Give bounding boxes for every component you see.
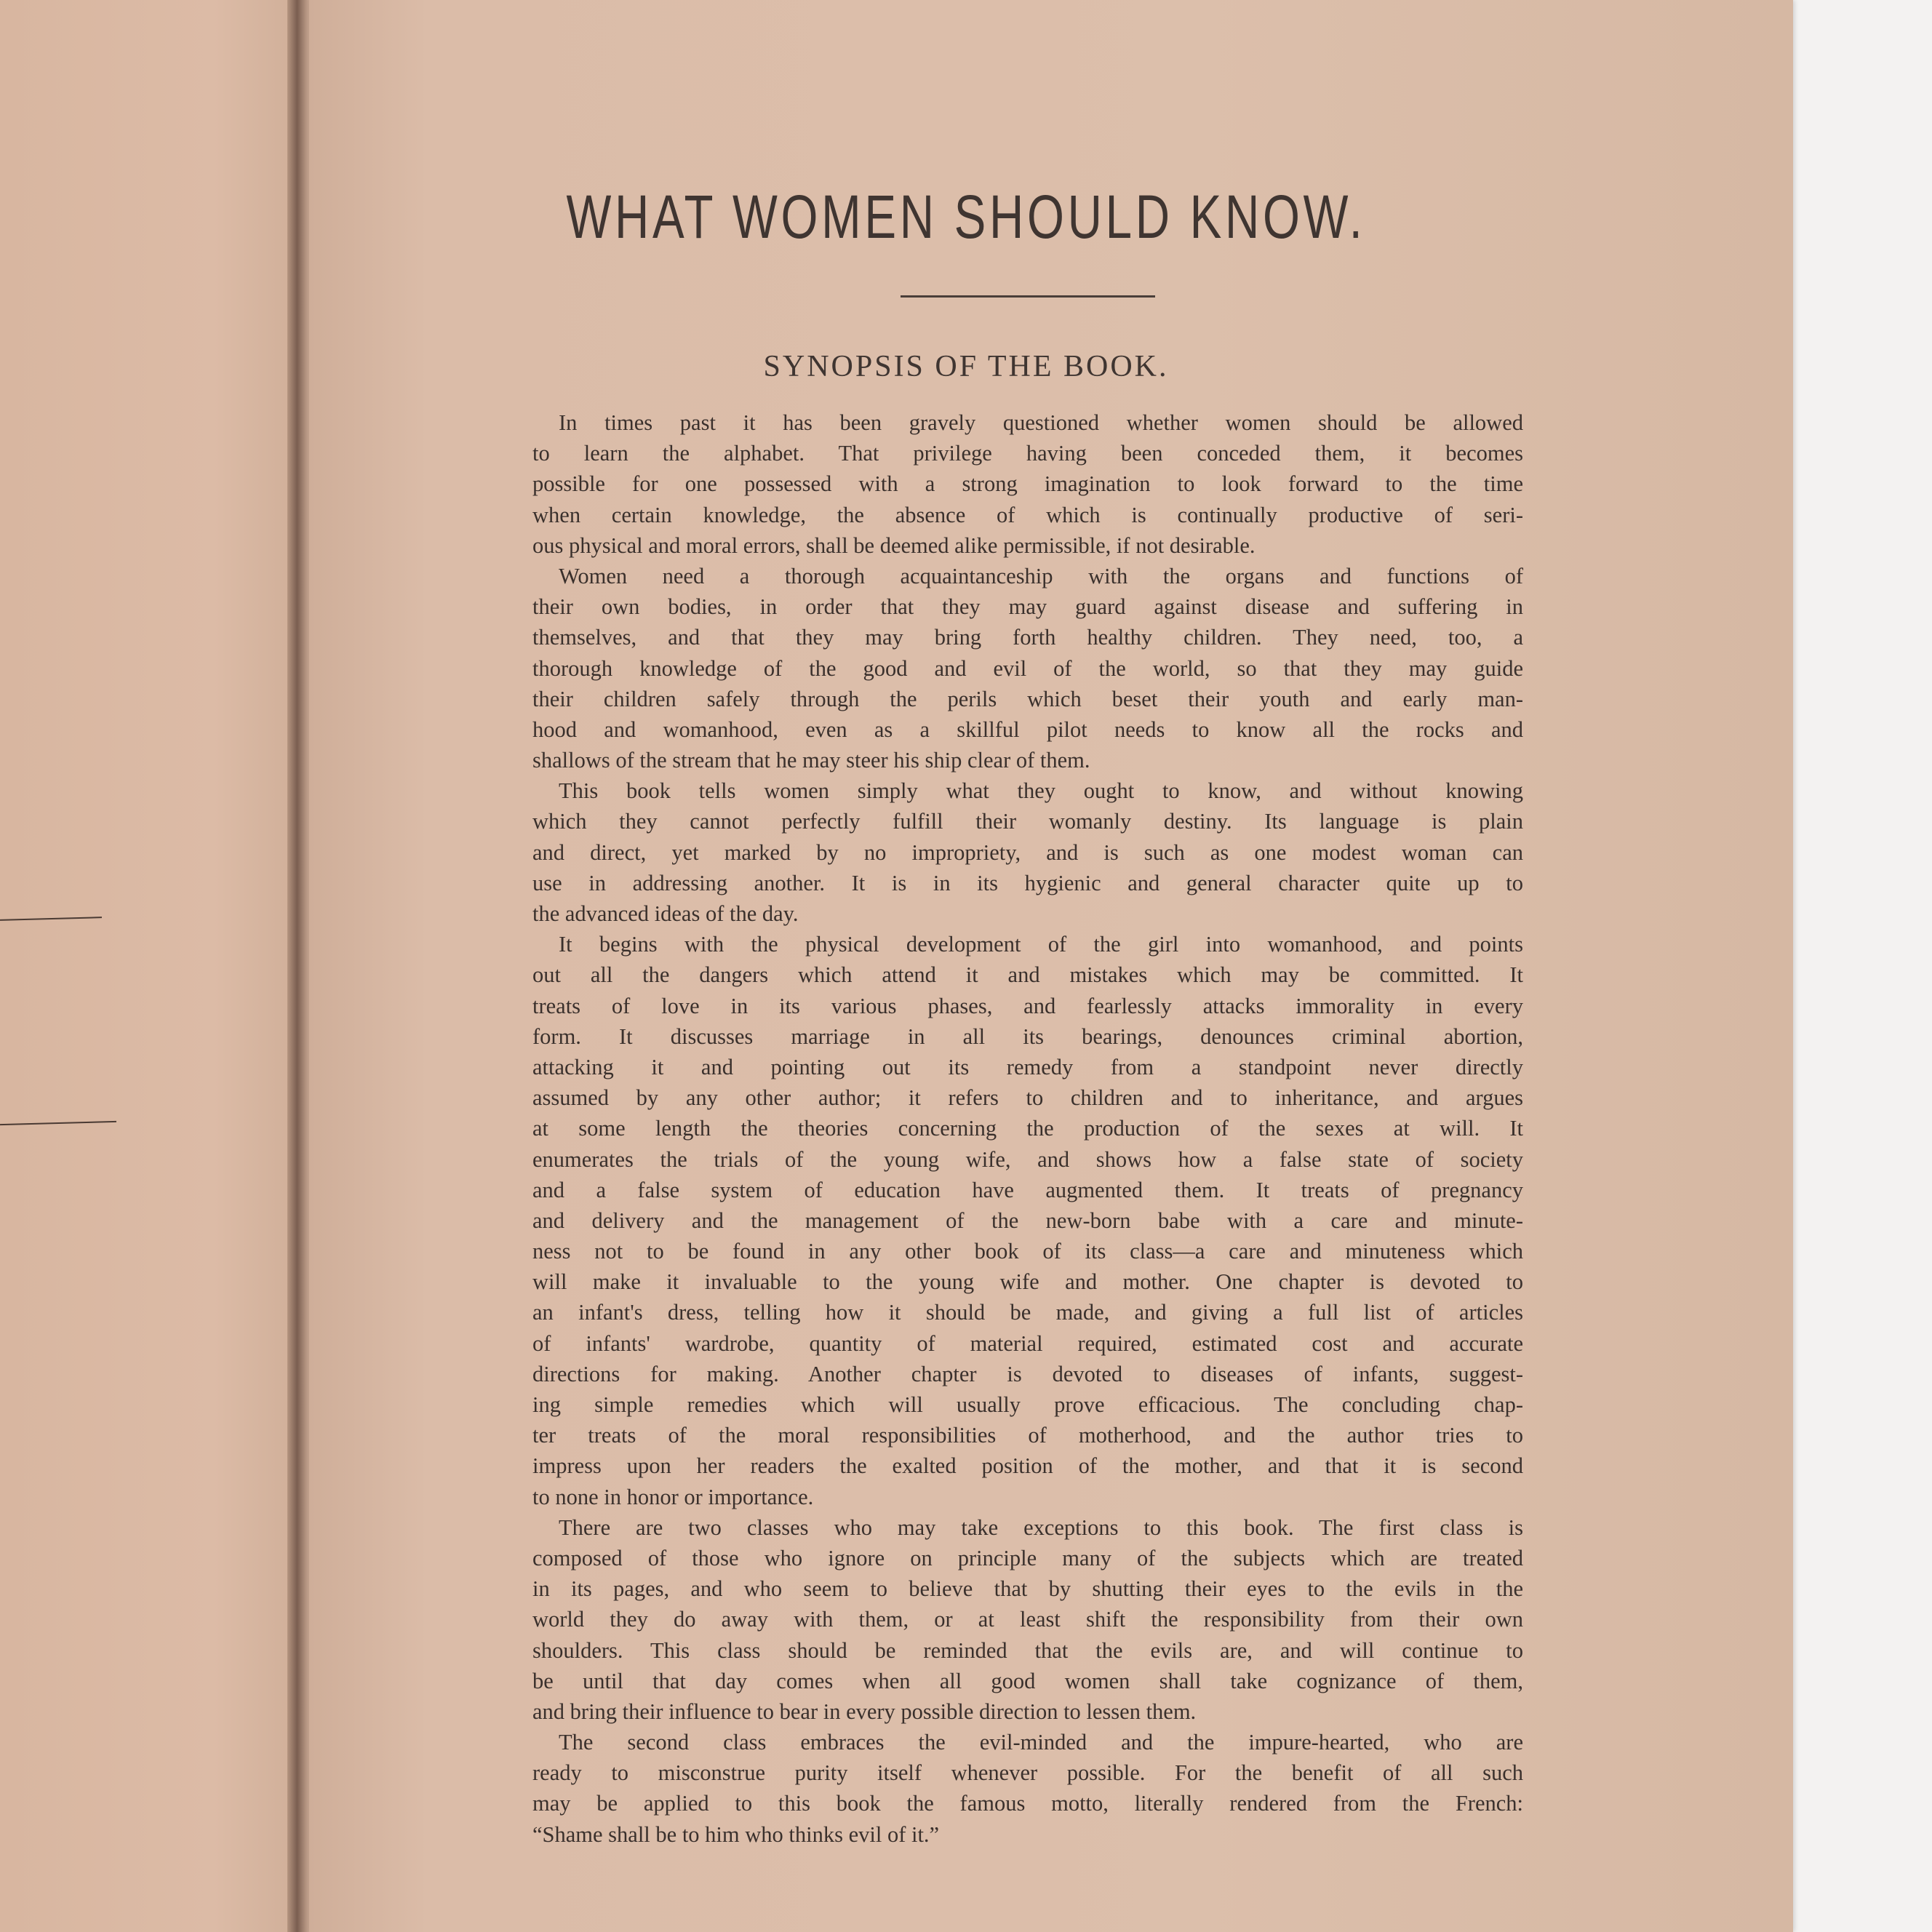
text-line: assumed by any other author; it refers to children and to inheritance, and argues xyxy=(532,1085,1523,1111)
text-line: shoulders. This class should be reminded that the evils are, and will continue to xyxy=(532,1637,1523,1663)
text-line: and direct, yet marked by no impropriety, and is such as one modest woman can xyxy=(532,839,1523,865)
text-line: to learn the alphabet. That privilege having been conceded them, it becomes xyxy=(532,441,1523,466)
section-heading: SYNOPSIS OF THE BOOK. xyxy=(763,350,1169,383)
text-line: themselves, and that they may bring forth healthy children. They need, too, a xyxy=(532,625,1523,650)
text-line: an infant's dress, telling how it should be made, and giving a full list of articles xyxy=(532,1300,1523,1325)
text-line: their own bodies, in order that they may guard against disease and suffering in xyxy=(532,594,1523,620)
text-line: and delivery and the management of the new-born babe with a care and minute- xyxy=(532,1208,1523,1233)
text-line: ing simple remedies which will usually prove efficacious. The concluding chap- xyxy=(532,1392,1523,1417)
book-gutter xyxy=(287,0,309,1932)
text-line: their children safely through the perils which beset their youth and early man- xyxy=(532,686,1523,711)
text-line: The second class embraces the evil-minded and the impure-hearted, who are xyxy=(559,1730,1523,1755)
text-line: “Shame shall be to him who thinks evil of it.” xyxy=(532,1821,940,1847)
text-line: ready to misconstrue purity itself whenever possible. For the benefit of all such xyxy=(532,1760,1523,1786)
text-line: There are two classes who may take exceptions to this book. The first class is xyxy=(559,1514,1523,1540)
text-line: ous physical and moral errors, shall be deemed alike permissible, if not desirable. xyxy=(532,532,1256,558)
text-line: treats of love in its various phases, and fearlessly attacks immorality in every xyxy=(532,993,1523,1018)
text-line: form. It discusses marriage in all its bearings, denounces criminal abortion, xyxy=(532,1023,1523,1049)
text-line: to none in honor or importance. xyxy=(532,1484,814,1509)
text-line: use in addressing another. It is in its hygienic and general character quite up to xyxy=(532,870,1523,895)
text-line: impress upon her readers the exalted position of the mother, and that it is second xyxy=(532,1453,1523,1479)
text-line: in its pages, and who seem to believe that by shutting their eyes to the evils in the xyxy=(532,1576,1523,1602)
synopsis-text xyxy=(532,407,1523,1850)
paragraph xyxy=(532,407,1523,561)
paragraph xyxy=(532,561,1523,775)
text-line: It begins with the physical development of the girl into womanhood, and points xyxy=(559,932,1523,957)
text-line: of infants' wardrobe, quantity of material required, estimated cost and accurate xyxy=(532,1330,1523,1356)
text-line: In times past it has been gravely questioned whether women should be allowed xyxy=(559,410,1523,435)
paragraph xyxy=(532,1512,1523,1727)
text-line: hood and womanhood, even as a skillful pilot needs to know all the rocks and xyxy=(532,716,1523,742)
text-line: the advanced ideas of the day. xyxy=(532,901,799,926)
text-line: attacking it and pointing out its remedy from a standpoint never directly xyxy=(532,1054,1523,1079)
text-line: and bring their influence to bear in every possible direction to lessen them. xyxy=(532,1699,1197,1724)
text-line: world they do away with them, or at least shift the responsibility from their own xyxy=(532,1607,1523,1632)
text-line: This book tells women simply what they ought to know, and without knowing xyxy=(559,778,1523,804)
paragraph xyxy=(532,775,1523,929)
text-line: ter treats of the moral responsibilities of motherhood, and the author tries to xyxy=(532,1423,1523,1448)
text-line: thorough knowledge of the good and evil of the world, so that they may guide xyxy=(532,655,1523,681)
paragraph xyxy=(532,1727,1523,1850)
text-line: enumerates the trials of the young wife, and shows how a false state of society xyxy=(532,1146,1523,1172)
text-line: may be applied to this book the famous motto, literally rendered from the French: xyxy=(532,1791,1523,1816)
text-line: which they cannot perfectly fulfill their womanly destiny. Its language is plain xyxy=(532,809,1523,834)
text-line: ness not to be found in any other book of its class—a care and minuteness which xyxy=(532,1239,1523,1264)
left-page xyxy=(0,0,306,1932)
text-line: directions for making. Another chapter is devoted to diseases of infants, suggest- xyxy=(532,1361,1523,1386)
text-line: possible for one possessed with a strong imagination to look forward to the time xyxy=(532,471,1523,497)
text-line: be until that day comes when all good women shall take cognizance of them, xyxy=(532,1668,1523,1693)
left-page-rule xyxy=(0,1121,116,1125)
text-line: will make it invaluable to the young wife and mother. One chapter is devoted to xyxy=(532,1269,1523,1295)
text-line: out all the dangers which attend it and mistakes which may be committed. It xyxy=(532,962,1523,988)
text-line: Women need a thorough acquaintanceship with the organs and functions of xyxy=(559,563,1523,588)
text-line: when certain knowledge, the absence of which is continually productive of seri- xyxy=(532,502,1523,527)
title-divider xyxy=(901,295,1155,298)
text-line: at some length the theories concerning the production of the sexes at will. It xyxy=(532,1116,1523,1141)
text-line: composed of those who ignore on principle many of the subjects which are treated xyxy=(532,1545,1523,1570)
paragraph xyxy=(532,929,1523,1512)
text-line: shallows of the stream that he may steer his ship clear of them. xyxy=(532,748,1090,773)
text-line: and a false system of education have augmented them. It treats of pregnancy xyxy=(532,1177,1523,1202)
left-page-rule xyxy=(0,917,102,921)
page-title: WHAT WOMEN SHOULD KNOW. xyxy=(566,183,1366,251)
